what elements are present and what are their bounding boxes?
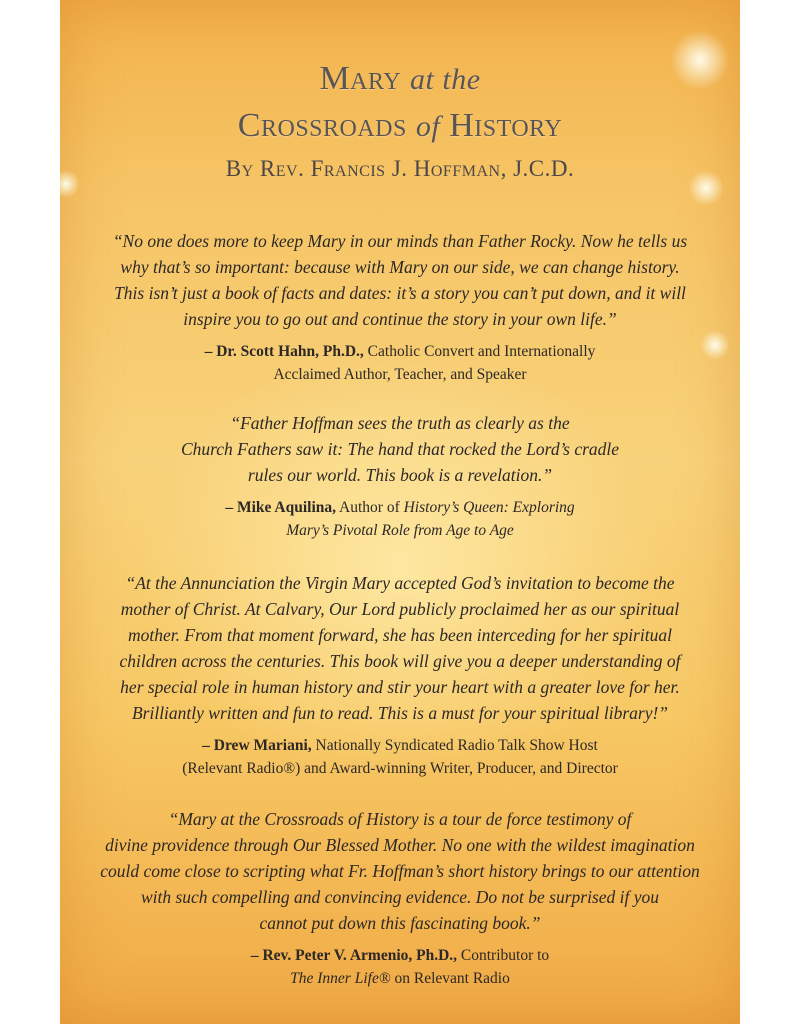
quote-line: mother of Christ. At Calvary, Our Lord publicly proclaimed her as our spiritual xyxy=(120,599,680,619)
endorsement-quote xyxy=(60,410,740,488)
endorser-name: – Mike Aquilina, xyxy=(225,499,337,516)
endorser-name: – Rev. Peter V. Armenio, Ph.D., xyxy=(250,947,458,964)
quote-line: “Mary at the Crossroads of History is a tour de force testimony of xyxy=(168,809,632,829)
quote-line: “At the Annunciation the Virgin Mary accepted God’s invitation to become the xyxy=(125,573,675,593)
quote-line: rules our world. This book is a revelation.” xyxy=(247,465,553,485)
title-word-of: of xyxy=(415,110,441,143)
title-word-mary: Mary xyxy=(319,60,402,97)
quote-line: divine providence through Our Blessed Mother. No one with the wildest imagination xyxy=(105,835,695,855)
quote-line: could come close to scripting what Fr. Hoffman’s short history brings to our attention xyxy=(100,861,700,881)
title-word-crossroads: Crossroads xyxy=(237,107,407,144)
quote-line: This isn’t just a book of facts and dates: it’s a story you can’t put down, and it will xyxy=(114,283,686,303)
endorser-title-cont: Acclaimed Author, Teacher, and Speaker xyxy=(273,366,527,383)
endorsement-attribution xyxy=(60,944,740,990)
endorsement-quote xyxy=(60,570,740,726)
program-name: The Inner Life® xyxy=(290,970,391,987)
author-byline: By Rev. Francis J. Hoffman, J.C.D. xyxy=(225,156,575,181)
quote-line: “No one does more to keep Mary in our minds than Father Rocky. Now he tells us xyxy=(112,231,688,251)
quote-line: with such compelling and convincing evidence. Do not be surprised if you xyxy=(140,887,660,907)
endorser-name: – Drew Mariani, xyxy=(202,737,312,754)
endorser-title-cont: on Relevant Radio xyxy=(390,970,510,987)
endorsement-attribution xyxy=(60,734,740,780)
title-word-history: History xyxy=(449,107,563,144)
quote-line: “Father Hoffman sees the truth as clearly as the xyxy=(230,413,570,433)
title-line-2 xyxy=(60,103,740,150)
endorser-title-cont: (Relevant Radio®) and Award-winning Writer, Producer, and Director xyxy=(182,760,618,777)
quote-line: mother. From that moment forward, she has been interceding for her spiritual xyxy=(128,625,672,645)
quote-line: Brilliantly written and fun to read. This is a must for your spiritual library!” xyxy=(131,703,669,723)
book-reference: History’s Queen: Exploring xyxy=(403,499,575,516)
quote-line: her special role in human history and stir your heart with a greater love for her. xyxy=(120,677,680,697)
quote-line: why that’s so important: because with Mary on our side, we can change history. xyxy=(120,257,680,277)
quote-line: cannot put down this fascinating book.” xyxy=(259,913,541,933)
endorsement-4 xyxy=(60,806,740,990)
endorsement-2 xyxy=(60,410,740,542)
book-title xyxy=(60,56,740,150)
endorsement-quote xyxy=(60,228,740,332)
back-cover xyxy=(60,0,740,1024)
endorsement-1 xyxy=(60,228,740,386)
title-line-1 xyxy=(60,56,740,103)
endorser-title: Nationally Syndicated Radio Talk Show Host xyxy=(311,737,598,754)
endorsement-quote xyxy=(60,806,740,936)
endorsement-3 xyxy=(60,570,740,780)
book-reference-cont: Mary’s Pivotal Role from Age to Age xyxy=(286,522,514,539)
quote-line: children across the centuries. This book will give you a deeper understanding of xyxy=(119,651,681,671)
endorsement-attribution xyxy=(60,496,740,542)
endorser-title: Author of xyxy=(336,499,404,516)
endorsement-attribution xyxy=(60,340,740,386)
title-word-at-the: at the xyxy=(410,63,481,96)
quote-line: inspire you to go out and continue the story in your own life.” xyxy=(183,309,617,329)
endorser-name: – Dr. Scott Hahn, Ph.D., xyxy=(204,343,364,360)
endorser-title: Contributor to xyxy=(457,947,550,964)
quote-line: Church Fathers saw it: The hand that rocked the Lord’s cradle xyxy=(180,439,620,459)
endorser-title: Catholic Convert and Internationally xyxy=(363,343,596,360)
